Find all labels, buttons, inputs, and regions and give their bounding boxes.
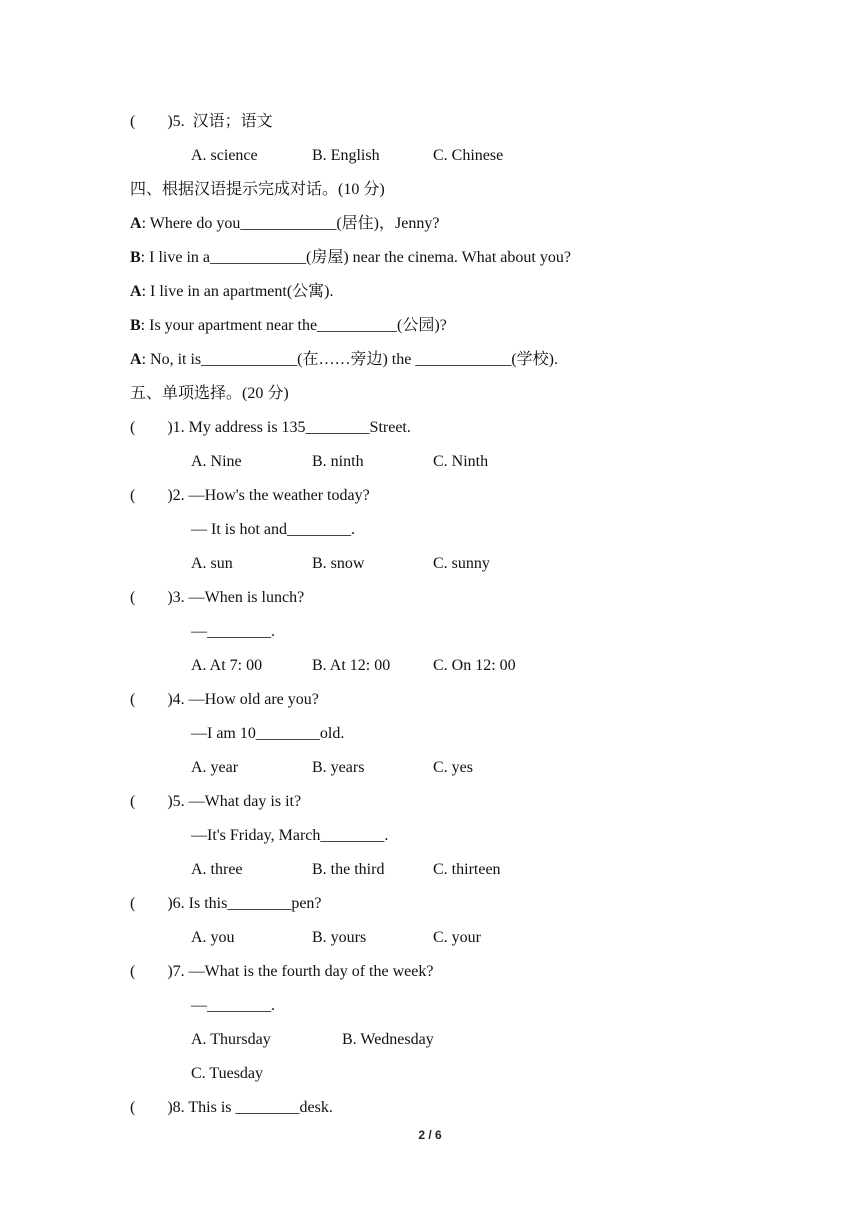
dialogue-text: : I live in an apartment(公寓). [141,283,334,300]
question-5-cn: ( )5. 汉语；语文 [130,113,273,130]
option-c: C. Ninth [433,453,489,470]
speaker-label: A [130,283,142,300]
option-a: A. science [191,147,258,164]
dialogue-text: : Is your apartment near the__________(公园)? [140,317,447,334]
option-a: A. At 7: 00 [191,657,263,674]
option-c: C. yes [433,759,473,776]
dialogue-line [130,282,334,302]
option-b: B. the third [312,861,385,878]
speaker-label: B [130,317,141,334]
answer-line: —________. [191,997,275,1014]
option-c: C. Chinese [433,147,504,164]
question-stem: ( )7. —What is the fourth day of the week? [130,963,434,980]
dialogue-line [130,350,558,370]
answer-line: —________. [191,623,275,640]
option-c: C. On 12: 00 [433,657,516,674]
dialogue-line [130,214,439,234]
option-a: A. Nine [191,453,242,470]
option-b: B. At 12: 00 [312,657,391,674]
option-b: B. ninth [312,453,364,470]
dialogue-text: : I live in a____________(房屋) near the cinema. What about you? [140,249,571,266]
dialogue-line [130,316,447,336]
question-stem: ( )6. Is this________pen? [130,895,322,912]
speaker-label: A [130,215,142,232]
option-a: A. Thursday [191,1031,271,1048]
option-c: C. Tuesday [191,1065,264,1082]
option-b: B. English [312,147,380,164]
dialogue-text: : No, it is____________(在……旁边) the ____________(学校). [141,351,558,368]
question-stem: ( )3. —When is lunch? [130,589,305,606]
answer-line: —I am 10________old. [191,725,345,742]
section-5-heading: 五、单项选择。(20 分) [130,385,289,402]
dialogue-text: : Where do you____________(居住)，Jenny? [141,215,440,232]
page-number: 2 / 6 [418,1128,442,1142]
speaker-label: B [130,249,141,266]
question-stem: ( )1. My address is 135________Street. [130,419,411,436]
answer-line: —It's Friday, March________. [191,827,389,844]
option-b: B. Wednesday [342,1031,434,1048]
option-c: C. thirteen [433,861,501,878]
option-b: B. years [312,759,365,776]
question-stem: ( )2. —How's the weather today? [130,487,370,504]
question-stem: ( )4. —How old are you? [130,691,319,708]
question-stem: ( )8. This is ________desk. [130,1099,333,1116]
question-stem: ( )5. —What day is it? [130,793,302,810]
option-a: A. sun [191,555,233,572]
option-c: C. your [433,929,481,946]
answer-line: — It is hot and________. [191,521,355,538]
option-b: B. snow [312,555,365,572]
option-a: A. you [191,929,235,946]
dialogue-line [130,248,571,268]
option-a: A. three [191,861,243,878]
speaker-label: A [130,351,142,368]
option-c: C. sunny [433,555,490,572]
option-b: B. yours [312,929,367,946]
option-a: A. year [191,759,239,776]
section-4-heading: 四、根据汉语提示完成对话。(10 分) [130,181,385,198]
